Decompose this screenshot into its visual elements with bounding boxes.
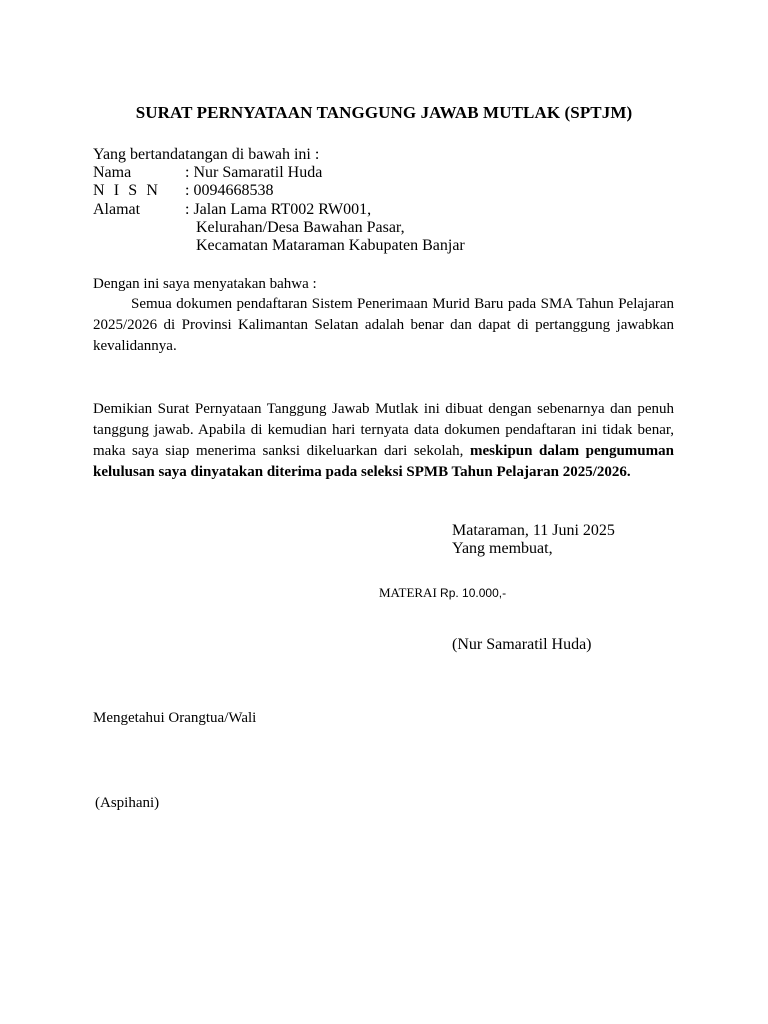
materai-label: MATERAI xyxy=(379,585,441,600)
signature-maker-label: Yang membuat, xyxy=(452,540,553,557)
address-label: Alamat xyxy=(93,201,141,218)
materai-stamp-text xyxy=(379,585,506,601)
guardian-name: (Aspihani) xyxy=(95,795,160,811)
address-line-3: Kecamatan Mataraman Kabupaten Banjar xyxy=(196,237,465,254)
intro-text: Yang bertandatangan di bawah ini : xyxy=(93,146,320,163)
materai-amount: Rp. 10.000,- xyxy=(440,586,507,600)
nisn-value: : 0094668538 xyxy=(185,182,274,199)
statement-body: Semua dokumen pendaftaran Sistem Penerimaan Murid Baru pada SMA Tahun Pelajaran 2025/2026 di Provinsi Kalimantan Selatan adalah benar dan dapat di pertanggung jawabkan kevalidannya. xyxy=(93,296,674,354)
name-value: : Nur Samaratil Huda xyxy=(185,164,323,181)
closing-text: Demikian Surat Pernyataan Tanggung Jawab Mutlak ini dibuat dengan sebenarnya dan penuh tanggung jawab. Apabila di kemudian hari ternyata data dokumen pendaftaran ini tidak benar, maka saya siap menerima sanksi dikeluarkan dari sekolah, xyxy=(93,401,674,459)
identity-nisn-row xyxy=(93,182,273,200)
identity-name-row xyxy=(93,164,322,182)
nisn-label: N I S N xyxy=(93,182,161,199)
closing-paragraph xyxy=(93,399,674,483)
statement-lead: Dengan ini saya menyatakan bahwa : xyxy=(93,276,317,292)
signer-name: (Nur Samaratil Huda) xyxy=(452,636,592,653)
document-title: SURAT PERNYATAAN TANGGUNG JAWAB MUTLAK (SPTJM) xyxy=(135,103,633,122)
identity-address-row xyxy=(93,201,371,219)
name-label: Nama xyxy=(93,164,132,181)
guardian-label: Mengetahui Orangtua/Wali xyxy=(93,710,257,726)
closing-text-block xyxy=(93,399,674,483)
signature-place-date: Mataraman, 11 Juni 2025 xyxy=(452,522,615,539)
address-line-1: : Jalan Lama RT002 RW001, xyxy=(185,201,372,218)
closing-bold-text: meskipun dalam pengumuman kelulusan saya dinyatakan diterima pada seleksi SPMB Tahun Pelajaran 2025/2026. xyxy=(93,443,674,480)
statement-paragraph xyxy=(93,294,674,357)
address-line-2: Kelurahan/Desa Bawahan Pasar, xyxy=(196,219,405,236)
